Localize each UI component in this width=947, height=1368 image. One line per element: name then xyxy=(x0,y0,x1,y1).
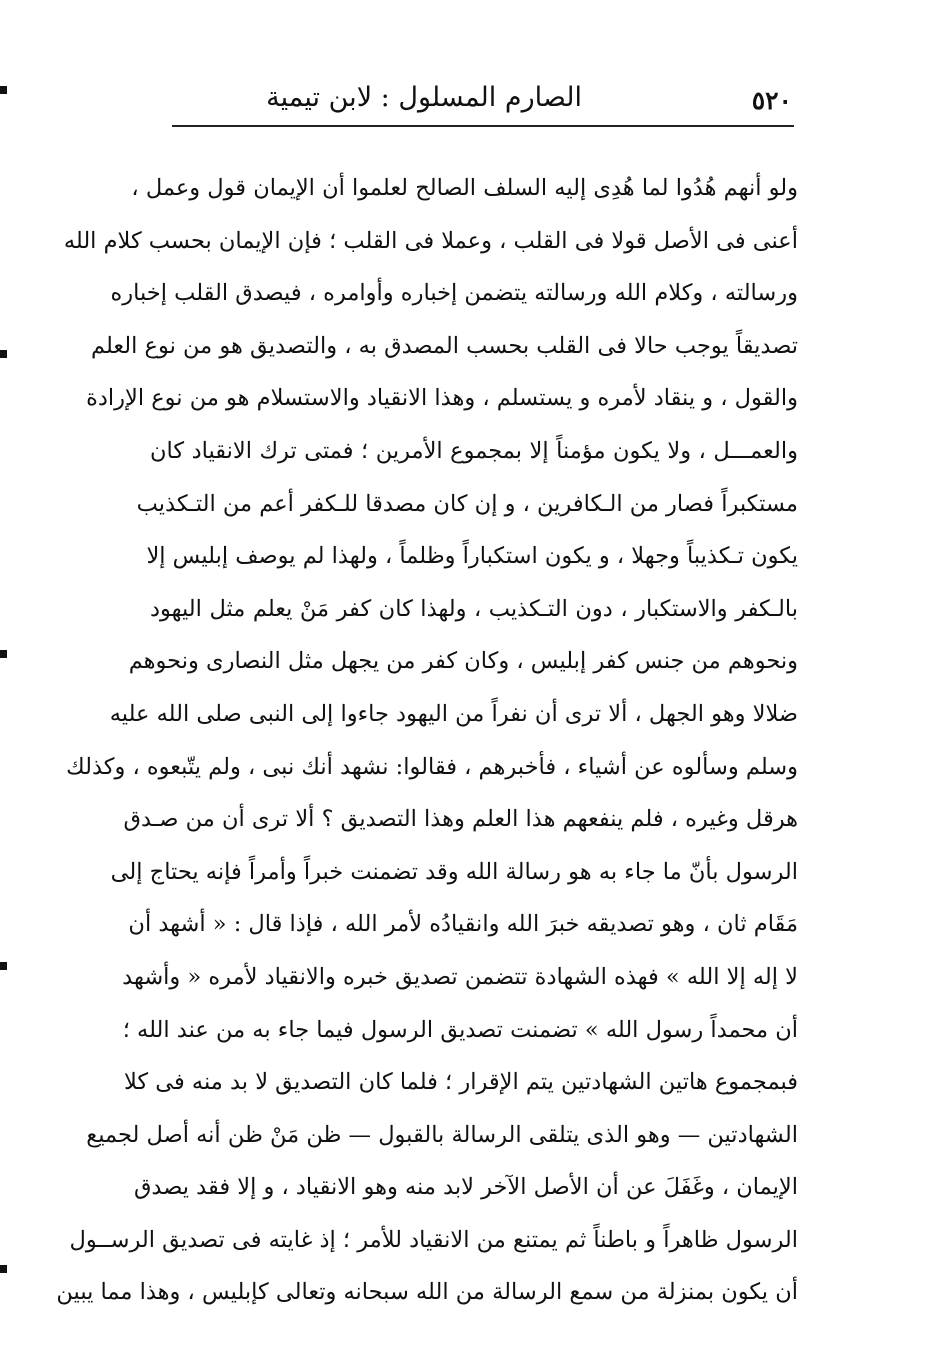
page-number: ٥٢٠ xyxy=(751,86,792,115)
text-line: ضلالا وهو الجهل ، ألا ترى أن نفراً من اليهود جاءوا إلى النبى صلى الله عليه xyxy=(109,700,798,727)
text-line: يكون تـكذيباً وجهلا ، و يكون استكباراً وظلماً ، ولهذا لم يوصف إبليس إلا xyxy=(146,543,798,570)
text-line: الرسول ظاهراً و باطناً ثم يمتنع من الانقياد للأمر ؛ إذ غايته فى تصديق الرســول xyxy=(69,1226,798,1253)
scan-edge-mark xyxy=(0,350,7,358)
text-line: ونحوهم من جنس كفر إبليس ، وكان كفر من يجهل مثل النصارى ونحوهم xyxy=(128,648,798,675)
running-title: الصارم المسلول : لابن تيمية xyxy=(266,82,582,113)
text-line: والقول ، و ينقاد لأمره و يستسلم ، وهذا الانقياد والاستسلام هو من نوع الإرادة xyxy=(86,385,798,412)
text-line: الإيمان ، وغَفَلَ عن أن الأصل الآخر لابد منه وهو الانقياد ، و إلا فقد يصدق xyxy=(133,1174,798,1201)
text-line: هرقل وغيره ، فلم ينفعهم هذا العلم وهذا التصديق ؟ ألا ترى أن من صـدق xyxy=(123,806,798,833)
text-line: وسلم وسألوه عن أشياء ، فأخبرهم ، فقالوا: نشهد أنك نبى ، ولم يتّبعوه ، وكذلك xyxy=(66,753,798,780)
header-rule xyxy=(172,125,794,127)
text-line: الشهادتين — وهو الذى يتلقى الرسالة بالقبول — ظن مَنْ ظن أنه أصل لجميع xyxy=(86,1121,798,1148)
text-line: فبمجموع هاتين الشهادتين يتم الإقرار ؛ فلما كان التصديق لا بد منه فى كلا xyxy=(123,1069,798,1096)
text-line: لا إله إلا الله » فهذه الشهادة تتضمن تصديق خبره والانقياد لأمره « وأشهد xyxy=(122,963,798,990)
text-line: بالـكفر والاستكبار ، دون التـكذيب ، ولهذا كان كفر مَنْ يعلم مثل اليهود xyxy=(150,595,798,622)
text-line: ولو أنهم هُدُوا لما هُدِى إليه السلف الصالح لعلموا أن الإيمان قول وعمل ، xyxy=(131,175,798,201)
scan-edge-mark xyxy=(0,650,7,658)
text-line: أن يكون بمنزلة من سمع الرسالة من الله سبحانه وتعالى كإبليس ، وهذا مما يبين xyxy=(56,1279,798,1306)
page-header xyxy=(172,80,792,124)
text-line: الرسول بأنّ ما جاء به هو رسالة الله وقد تضمنت خبراً وأمراً فإنه يحتاج إلى xyxy=(110,858,798,885)
text-line: ورسالته ، وكلام الله ورسالته يتضمن إخباره وأوامره ، فيصدق القلب إخباره xyxy=(110,280,798,307)
body-text xyxy=(56,162,798,1319)
text-line: تصديقاً يوجب حالا فى القلب بحسب المصدق به ، والتصديق هو من نوع العلم xyxy=(91,332,798,359)
text-line: مستكبراً فصار من الـكافرين ، و إن كان مصدقا للـكفر أعم من التـكذيب xyxy=(136,490,798,517)
text-line: أن محمداً رسول الله » تضمنت تصديق الرسول فيما جاء به من عند الله ؛ xyxy=(122,1016,798,1043)
text-line: أعنى فى الأصل قولا فى القلب ، وعملا فى القلب ؛ فإن الإيمان بحسب كلام الله xyxy=(63,227,798,254)
text-line: والعمـــل ، ولا يكون مؤمناً إلا بمجموع الأمرين ؛ فمتى ترك الانقياد كان xyxy=(150,437,798,464)
scan-edge-mark xyxy=(0,1265,7,1273)
text-line: مَقَام ثان ، وهو تصديقه خبرَ الله وانقيادُه لأمر الله ، فإذا قال : « أشهد أن xyxy=(128,911,798,938)
scan-edge-mark xyxy=(0,86,7,94)
scan-edge-mark xyxy=(0,962,7,970)
